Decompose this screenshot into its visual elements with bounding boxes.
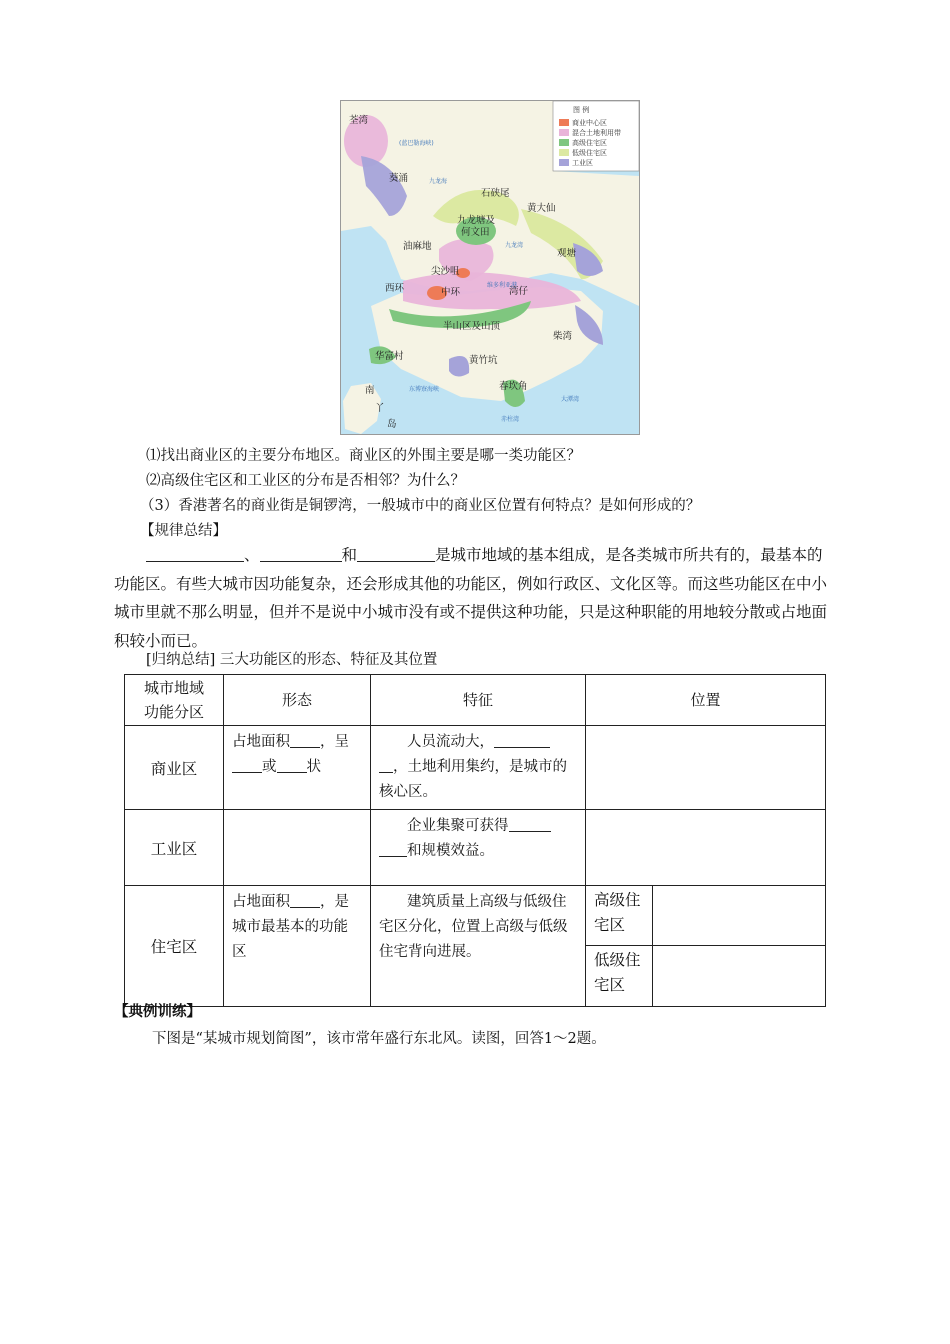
summary-table [124,674,826,1007]
place-wanzai: 湾仔 [509,286,529,297]
place-guantang: 观塘 [557,248,577,259]
place-huangdaxian: 黄大仙 [527,203,556,214]
table-row-industrial [125,810,826,886]
question-1: ⑴找出商业区的主要分布地区。商业区的外围主要是哪一类功能区？ [146,448,581,464]
answer-blank[interactable] [379,758,393,773]
legend-swatch-industrial [559,159,569,166]
answer-blank[interactable] [290,893,320,908]
residential-feature: 建筑质量上高级与低级住宅区分化，位置上高级与低级住宅背向进展。 [371,886,586,1007]
legend-label: 混合土地利用带 [572,129,621,137]
place-jianshaju: 尖沙咀 [431,266,460,277]
place-jiulongtang-1: 九龙塘及 [457,215,496,226]
place-kuichong: 葵涌 [389,173,409,184]
place-nan: 南 [365,385,375,396]
header-position: 位置 [586,675,826,726]
answer-blank[interactable] [494,733,550,748]
map-legend [553,101,639,171]
separator: 、 [244,546,260,564]
header-zone: 城市地域 功能分区 [125,675,224,726]
place-banshan: 半山区及山顶 [443,321,501,332]
summary-heading: [归纳总结] 三大功能区的形态、特征及其位置 [146,652,438,668]
place-youmadi: 油麻地 [403,241,432,252]
legend-label: 低级住宅区 [572,149,607,157]
answer-blank[interactable] [277,758,307,773]
water-label: (蓝巴勒海峡) [399,140,434,147]
position-low-residential: 低级住宅区 [586,946,653,1007]
water-label: 赤柱湾 [501,416,520,423]
training-heading: 【典例训练】 [114,1003,201,1020]
answer-blank[interactable] [146,545,244,562]
zone-industrial: 工业区 [125,810,224,886]
industrial-form[interactable] [224,810,371,886]
high-residential-answer[interactable] [653,886,826,946]
commercial-form: 占地面积 ，呈 或 状 [224,726,371,810]
rule-text: 是城市地域的基本组成，是各类城市所共有的，最基本的功能区。有些大城市因功能复杂，还会形成其他的功能区，例如行政区、文化区等。而这些功能区在中小城市里就不那么明显，但并不是说中小城市没有或不提供这种功能，只是这种职能的用地较分散或占地面积较小而已。 [114,546,828,650]
answer-blank[interactable] [509,817,551,832]
water-label: 九龙湾 [505,242,524,249]
industrial-position[interactable] [586,810,826,886]
legend-swatch-commercial [559,119,569,126]
header-form: 形态 [224,675,371,726]
answer-blank[interactable] [260,545,342,562]
rule-heading: 【规律总结】 [140,523,227,539]
place-jiulongtang-2: 何文田 [461,227,490,238]
legend-swatch-high-residential [559,139,569,146]
legend-label: 高级住宅区 [572,139,607,147]
question-3: （3）香港著名的商业街是铜锣湾，一般城市中的商业区位置有何特点？是如何形成的？ [140,498,701,514]
commercial-position[interactable] [586,726,826,810]
separator: 和 [341,546,358,564]
answer-blank[interactable] [357,545,435,562]
place-ya: 丫 [375,403,385,414]
water-label: 维多利亚港 [487,282,518,289]
place-chaiwan: 柴湾 [553,331,573,342]
industrial-feature: 企业集聚可获得 和规模效益。 [371,810,586,886]
legend-label: 商业中心区 [572,119,607,127]
zone-commercial: 商业区 [125,726,224,810]
answer-blank[interactable] [290,733,320,748]
place-dao: 岛 [387,419,397,430]
place-zhonghuan: 中环 [441,287,461,298]
legend-title: 图 例 [573,106,590,114]
table-header-row [125,675,826,726]
table-row-commercial [125,726,826,810]
commercial-feature: 人员流动大， ，土地利用集约，是城市的核心区。 [371,726,586,810]
place-xihuan: 西环 [385,283,405,294]
answer-blank[interactable] [232,758,262,773]
place-quanwan: 荃湾 [349,115,369,126]
rule-paragraph [114,541,838,655]
place-shixiawei: 石硖尾 [481,188,510,199]
position-high-residential: 高级住宅区 [586,886,653,946]
hong-kong-land-use-map [340,100,640,435]
water-label: 大潭湾 [561,396,580,403]
table-row-residential [125,886,826,946]
residential-form: 占地面积 ，是城市最基本的功能区 [224,886,371,1007]
training-text: 下图是“某城市规划简图”，该市常年盛行东北风。读图，回答1～2题。 [152,1031,606,1047]
legend-swatch-low-residential [559,149,569,156]
answer-blank[interactable] [379,842,407,857]
water-label: 东博寮海峡 [409,386,440,393]
legend-swatch-mixed [559,129,569,136]
low-residential-answer[interactable] [653,946,826,1007]
zone-residential: 住宅区 [125,886,224,1007]
place-chunkanjiao: 春坎角 [499,381,528,392]
legend-label: 工业区 [572,159,593,167]
place-huafucun: 华富村 [375,351,404,362]
question-2: ⑵高级住宅区和工业区的分布是否相邻？为什么？ [146,473,465,489]
water-label: 九龙海 [429,178,448,185]
header-feature: 特征 [371,675,586,726]
place-huangzhukeng: 黄竹坑 [469,355,498,366]
